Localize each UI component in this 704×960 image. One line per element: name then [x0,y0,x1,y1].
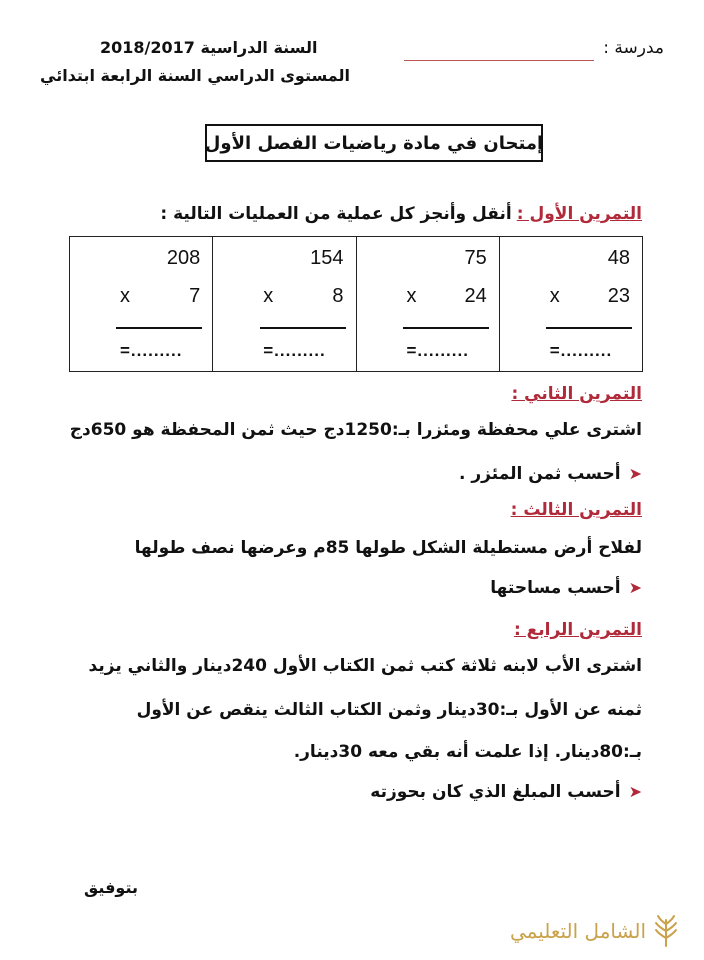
exercise4-statement-line1: اشترى الأب لابنه ثلاثة كتب ثمن الكتاب الأول 240دينار والثاني يزيد [88,656,642,676]
school-blank-line [404,60,594,61]
exercise2-statement: اشترى علي محفظة ومئزرا بـ:1250دج حيث ثمن المحفظة هو 650دج [69,420,642,440]
exercise3-question-text: أحسب مساحتها [490,578,621,598]
operation-cell [499,237,642,371]
exercise4-title: التمرين الرابع : [513,620,642,640]
operation-bottom: 23 [607,285,630,307]
operation-result: =......... [549,341,613,360]
exercise4-statement-line2: ثمنه عن الأول بـ:30دينار وثمن الكتاب الثالث ينقص عن الأول [136,700,642,720]
times-sign: x [549,285,560,307]
exercise3-statement: لفلاح أرض مستطيلة الشكل طولها 85م وعرضها نصف طولها [134,538,642,558]
arrow-bullet-icon: ➤ [628,578,642,597]
operation-bottom: 24 [464,285,487,307]
operation-result: =......... [406,341,469,360]
operation-cell [212,237,355,371]
exercise2-title: التمرين الثاني : [511,384,642,404]
operation-bar [546,327,632,329]
exercise1-title: التمرين الأول : [516,204,642,224]
school-label: مدرسة : [603,38,664,58]
exercise2-question-text: أحسب ثمن المئزر . [459,464,621,484]
operation-result: =......... [263,341,326,360]
operation-cell [70,237,212,371]
exercise4-question [370,782,642,802]
exam-title: إمتحان في مادة رياضيات الفصل الأول [204,132,544,154]
exam-title-box [205,124,543,162]
operation-top: 208 [166,247,201,269]
exercise1-instruction: أنقل وأنجز كل عملية من العمليات التالية : [160,204,512,224]
operation-bar [403,327,489,329]
operation-bar [116,327,202,329]
closing-text: بتوفيق [84,878,138,897]
exercise3-question [490,578,642,598]
watermark-text: الشامل التعليمي [509,919,646,943]
operation-bottom: 7 [189,285,201,307]
multiplication-table [69,236,643,372]
operation-top: 48 [607,247,630,269]
operation-bar [260,327,346,329]
exercise3-title: التمرين الثالث : [510,500,642,520]
operation-cell [356,237,499,371]
arrow-bullet-icon: ➤ [628,782,642,801]
watermark [510,914,680,948]
school-year: السنة الدراسية 2018/2017 [100,38,318,57]
operation-top: 75 [464,247,487,269]
times-sign: x [263,285,274,307]
exercise1-heading [160,204,642,224]
wheat-icon [652,914,680,948]
times-sign: x [120,285,130,307]
operation-bottom: 8 [332,285,344,307]
operation-result: =......... [120,341,183,360]
operation-top: 154 [310,247,344,269]
exercise4-statement-line3: بـ:80دينار. إذا علمت أنه بقي معه 30دينار. [293,742,642,762]
exercise4-question-text: أحسب المبلغ الذي كان بحوزته [370,782,621,802]
exercise2-question [459,464,642,484]
arrow-bullet-icon: ➤ [628,464,642,483]
grade-level: المستوى الدراسي السنة الرابعة ابتدائي [40,66,350,85]
times-sign: x [406,285,417,307]
